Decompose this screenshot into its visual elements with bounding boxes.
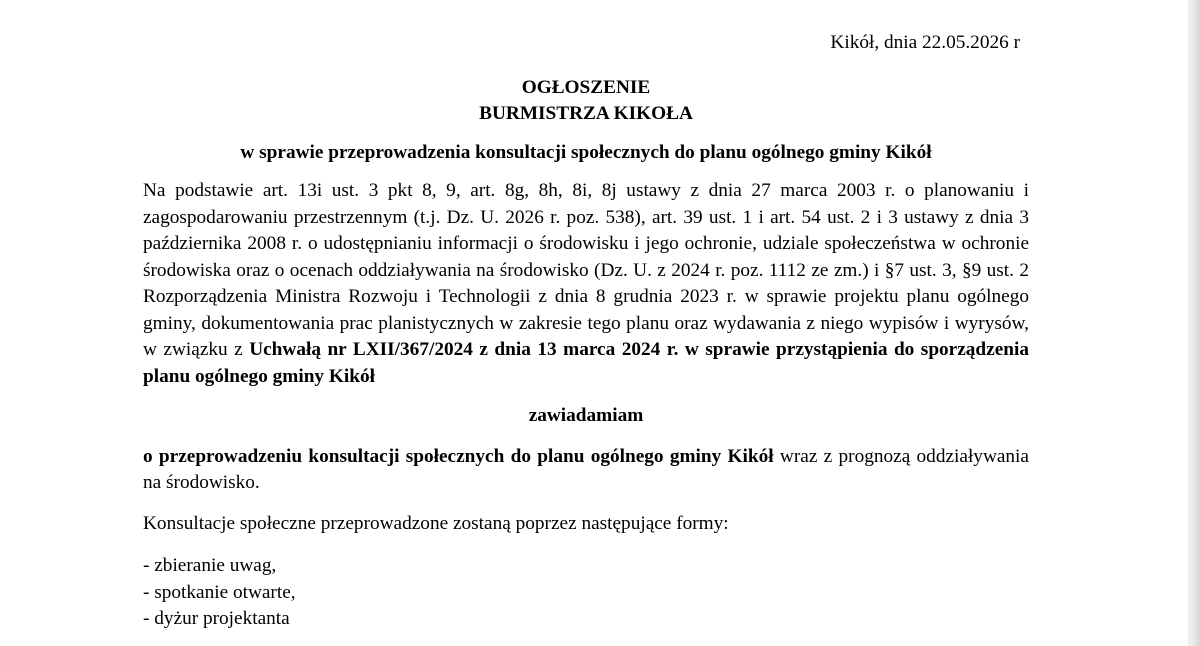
forms-list xyxy=(143,553,1029,633)
title-line-1: OGŁOSZENIE xyxy=(521,76,651,98)
legal-basis-paragraph xyxy=(143,178,1029,390)
announcement-subject: w sprawie przeprowadzenia konsultacji społecznych do planu ogólnego gminy Kikół xyxy=(240,141,932,163)
legal-basis-text: Na podstawie art. 13i ust. 3 pkt 8, 9, art. 8g, 8h, 8i, 8j ustawy z dnia 27 marca 2003 r. o planowaniu i zagospodarowaniu przestrzennym (t.j. Dz. U. 2026 r. poz. 538), art. 39 ust. 1 i art. 54 ust. 2 i 3 ustawy z dnia 3 października 2008 r. o udostępnianiu informacji o środowisku i jego ochronie, udziale społeczeństwa w ochronie środowiska oraz o ocenach oddziaływania na środowisko (Dz. U. z 2024 r. poz. 1112 ze zm.) i §7 ust. 3, §9 ust. 2 Rozporządzenia Ministra Rozwoju i Technologii z dnia 8 grudnia 2023 r. w sprawie projektu planu ogólnego gminy, dokumentowania prac planistycznych w zakresie tego planu oraz wydawania z niego wypisów i wyrysów, w związku z xyxy=(143,180,1029,360)
legal-basis-resolution: Uchwałą nr LXII/367/2024 z dnia 13 marca 2024 r. w sprawie przystąpienia do sporządzenia planu ogólnego gminy Kikół xyxy=(143,339,1029,387)
announcement-title xyxy=(143,75,1029,127)
list-item: - dyżur projektanta xyxy=(143,608,290,629)
page-edge-line xyxy=(1189,0,1190,646)
forms-intro: Konsultacje społeczne przeprowadzone zostaną poprzez następujące formy: xyxy=(143,512,729,534)
notice-paragraph xyxy=(143,444,1029,497)
list-item: - zbieranie uwag, xyxy=(143,555,277,576)
title-line-2: BURMISTRZA KIKOŁA xyxy=(479,102,693,124)
list-item: - spotkanie otwarte, xyxy=(143,581,296,603)
notice-rest: wraz z prognozą oddziaływania na środowisko. xyxy=(143,445,1029,493)
announce-word: zawiadamiam xyxy=(528,405,644,426)
place-date: Kikół, dnia 22.05.2026 r xyxy=(830,32,1020,53)
notice-bold: o przeprowadzeniu konsultacji społecznych do planu ogólnego gminy Kikół xyxy=(143,445,774,467)
document-content xyxy=(143,30,1029,633)
